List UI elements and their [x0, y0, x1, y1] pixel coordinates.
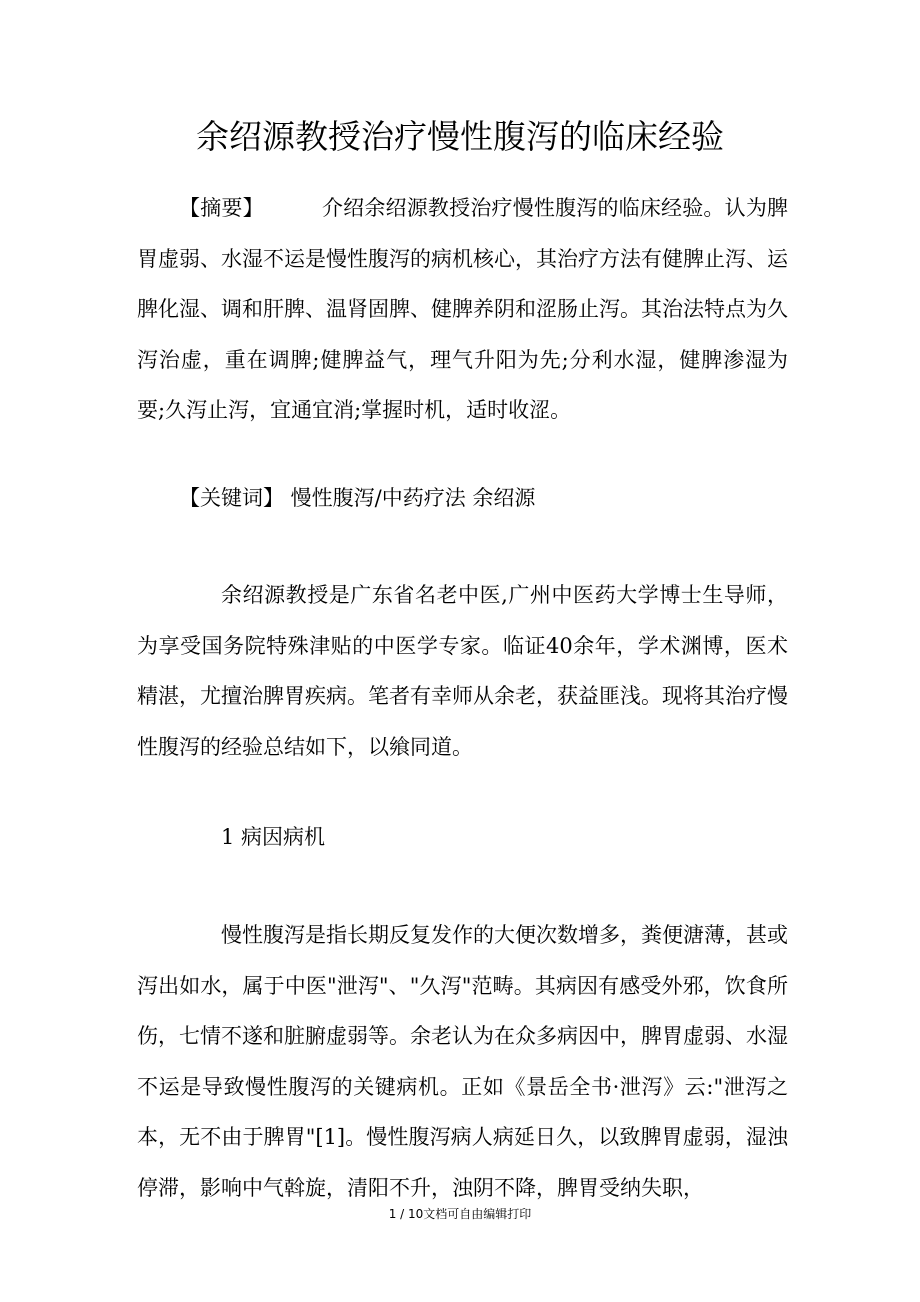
abstract-label: 【摘要】	[179, 196, 264, 220]
page-footer: 1 / 10文档可自由编辑打印	[388, 1207, 532, 1221]
keywords-text: 慢性腹泻/中药疗法 余绍源	[284, 486, 536, 510]
intro-paragraph: 余绍源教授是广东省名老中医,广州中医药大学博士生导师，为享受国务院特殊津贴的中医学专家。临证40余年，学术渊博，医术精湛，尤擅治脾胃疾病。笔者有幸师从余老，获益匪浅。现将其治疗慢性腹泻的经验总结如下，以飨同道。	[137, 583, 788, 759]
abstract-paragraph	[137, 183, 788, 436]
section-body-paragraph: 慢性腹泻是指长期反复发作的大便次数增多，粪便溏薄，甚或泻出如水，属于中医"泄泻"、"久泻"范畴。其病因有感受外邪，饮食所伤，七情不遂和脏腑虚弱等。余老认为在众多病因中，脾胃虚弱、水湿不运是导致慢性腹泻的关键病机。正如《景岳全书·泄泻》云:"泄泻之本，无不由于脾胃"[1]。慢性腹泻病人病延日久，以致脾胃虚弱，湿浊停滞，影响中气斡旋，清阳不升，浊阴不降，脾胃受纳失职，	[137, 923, 788, 1200]
abstract-text: 介绍余绍源教授治疗慢性腹泻的临床经验。认为脾胃虚弱、水湿不运是慢性腹泻的病机核心，其治疗方法有健脾止泻、运脾化湿、调和肝脾、温肾固脾、健脾养阴和涩肠止泻。其治法特点为久泻治虚，重在调脾;健脾益气，理气升阳为先;分利水湿，健脾渗湿为要;久泻止泻，宜通宜消;掌握时机，适时收涩。	[137, 196, 789, 422]
document-title: 余绍源教授治疗慢性腹泻的临床经验	[196, 117, 724, 156]
section-heading: 1 病因病机	[221, 825, 326, 849]
keywords-label: 【关键词】	[179, 486, 284, 510]
keywords-paragraph	[137, 473, 788, 524]
